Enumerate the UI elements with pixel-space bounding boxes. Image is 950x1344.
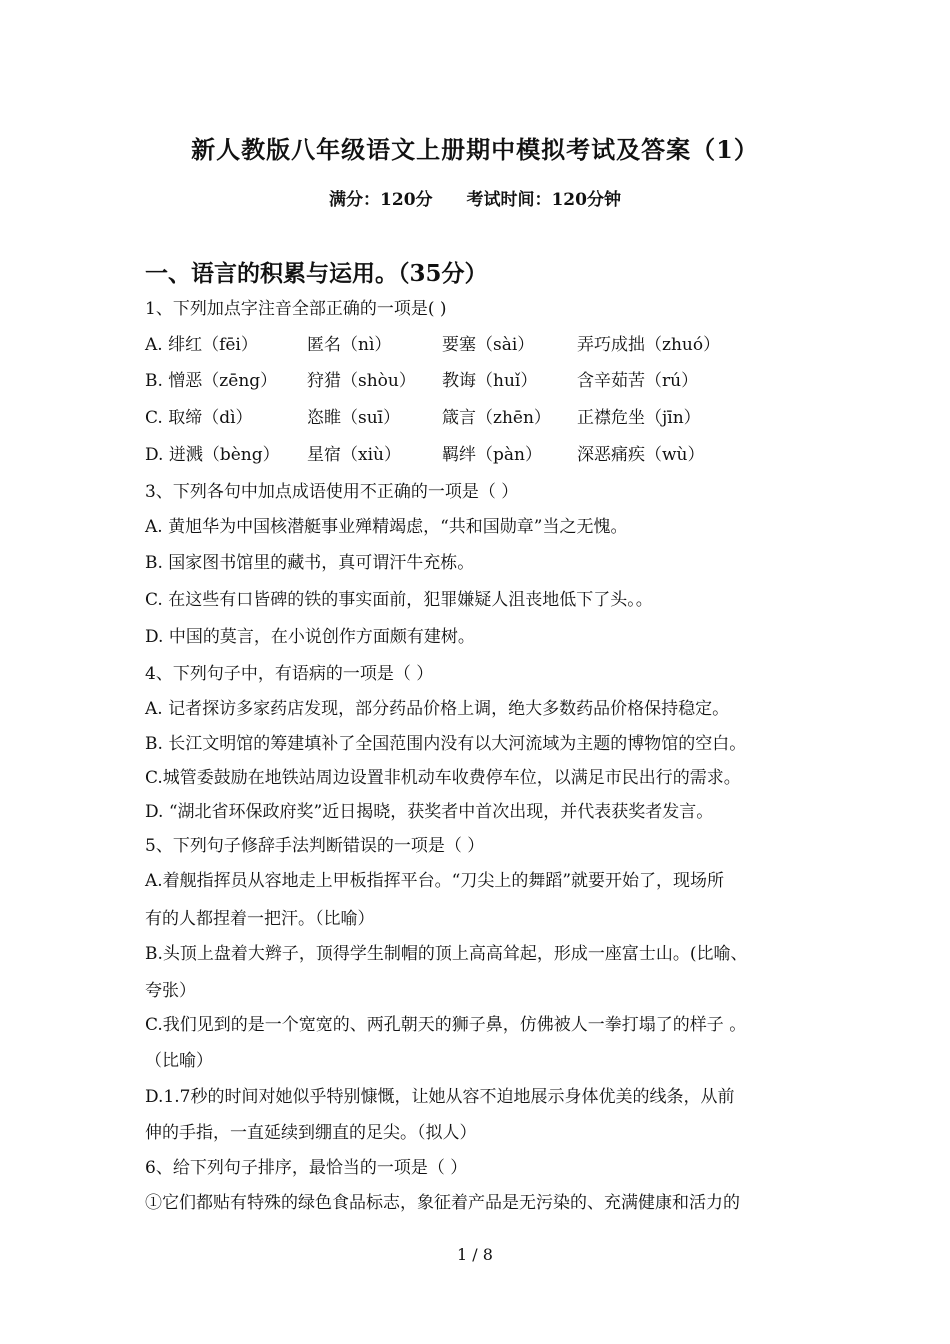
q1-a-item-4: 弄巧成拙（zhuó） [577,335,721,355]
exam-info [0,185,950,210]
q1-c-item-3: 箴言（zhēn） [442,408,551,428]
q1-option-row-c [145,403,701,428]
q1-c-item-4: 正襟危坐（jīn） [577,408,701,428]
q1-d-item-2: 星宿（xiù） [307,445,401,465]
q5-option-b-line-2: 夸张） [145,981,196,1001]
q1-d-item-1: D. 迸溅（bèng） [145,445,280,465]
q4-option-a: A. 记者探访多家药店发现，部分药品价格上调，绝大多数药品价格保持稳定。 [145,699,730,719]
q3-option-d: D. 中国的莫言，在小说创作方面颇有建树。 [145,627,475,647]
full-score: 满分：120分 [329,190,433,210]
q5-option-a-line-1: A.着舰指挥员从容地走上甲板指挥平台。“刀尖上的舞蹈”就要开始了，现场所 [145,871,725,891]
q5-option-c-line-1: C.我们见到的是一个宽宽的、两孔朝天的狮子鼻，仿佛被人一拳打塌了的样子 。 [145,1015,747,1035]
exam-time: 考试时间：120分钟 [466,190,621,210]
q5-option-c-line-2: （比喻） [145,1051,213,1071]
q1-a-item-2: 匿名（nì） [307,335,392,355]
q5-option-a-line-2: 有的人都捏着一把汗。（比喻） [145,909,375,929]
q1-a-item-3: 要塞（sài） [442,335,535,355]
question-3-stem: 3、下列各句中加点成语使用不正确的一项是（ ） [145,482,519,502]
q5-option-d-line-1: D.1.7秒的时间对她似乎特别慷慨，让她从容不迫地展示身体优美的线条，从前 [145,1087,735,1107]
q5-option-d-line-2: 伸的手指，一直延续到绷直的足尖。（拟人） [145,1123,477,1143]
q6-sentence-1: ①它们都贴有特殊的绿色食品标志，象征着产品是无污染的、充满健康和活力的 [145,1193,740,1213]
question-5-stem: 5、下列句子修辞手法判断错误的一项是（ ） [145,836,485,856]
question-1-stem: 1、下列加点字注音全部正确的一项是( ) [145,299,447,319]
question-6-stem: 6、给下列句子排序，最恰当的一项是（ ） [145,1158,468,1178]
q4-option-b: B. 长江文明馆的筹建填补了全国范围内没有以大河流域为主题的博物馆的空白。 [145,734,747,754]
q1-b-item-2: 狩猎（shòu） [307,371,416,391]
q1-option-row-d [145,440,705,465]
q4-option-d: D. “湖北省环保政府奖”近日揭晓，获奖者中首次出现，并代表获奖者发言。 [145,802,714,822]
q1-d-item-3: 羁绊（pàn） [442,445,542,465]
q3-option-c: C. 在这些有口皆碑的铁的事实面前，犯罪嫌疑人沮丧地低下了头。。 [145,590,653,610]
q1-b-item-4: 含辛茹苦（rú） [577,371,699,391]
q1-b-item-3: 教诲（huǐ） [442,371,538,391]
q4-option-c: C.城管委鼓励在地铁站周边设置非机动车收费停车位，以满足市民出行的需求。 [145,768,741,788]
q1-b-item-1: B. 憎恶（zēng） [145,371,278,391]
page-number: 1 / 8 [457,1245,493,1264]
q3-option-a: A. 黄旭华为中国核潜艇事业殚精竭虑，“共和国勋章”当之无愧。 [145,517,628,537]
q5-option-b-line-1: B.头顶上盘着大辫子，顶得学生制帽的顶上高高耸起，形成一座富士山。(比喻、 [145,944,748,964]
q1-c-item-1: C. 取缔（dì） [145,408,253,428]
q1-a-item-1: A. 绯红（fēi） [145,335,258,355]
q1-c-item-2: 恣睢（suī） [307,408,401,428]
q1-option-row-a [145,330,720,355]
q1-d-item-4: 深恶痛疾（wù） [577,445,705,465]
section-heading: 一、语言的积累与运用。（35分） [145,260,488,287]
page-title: 新人教版八年级语文上册期中模拟考试及答案（1） [191,135,759,164]
q1-option-row-b [145,366,698,391]
q3-option-b: B. 国家图书馆里的藏书，真可谓汗牛充栋。 [145,553,475,573]
question-4-stem: 4、下列句子中，有语病的一项是（ ） [145,664,434,684]
